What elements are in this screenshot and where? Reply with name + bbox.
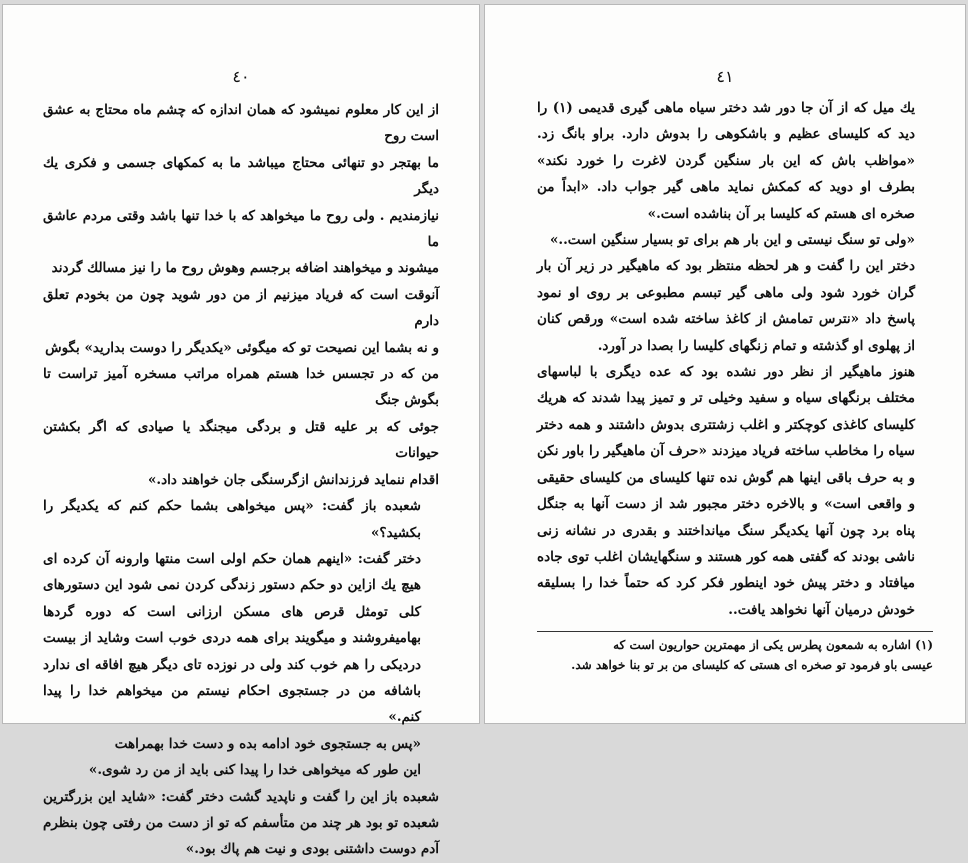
text-line: از این کار معلوم نمیشود که همان اندازه که چشم ماه محتاج به عشق است روح	[43, 102, 439, 145]
paragraph: این طور که میخواهی خدا را پیدا کنی باید از من رد شوی.»	[88, 762, 421, 779]
left-page	[2, 4, 480, 858]
paragraph: «پس به جستجوی خود ادامه بده و دست خدا بهمراهت	[114, 735, 421, 752]
text-line: و نه بشما این نصیحت تو که میگوئی «یکدیگر را دوست بدارید» بگوش	[45, 339, 439, 356]
paragraph: «ولی تو سنگ نیستی و این بار هم برای تو بسیار سنگین است..»	[549, 232, 915, 249]
text-line: اقدام ننماید فرزندانش ازگرسنگی جان خواهند داد.»	[147, 471, 439, 488]
page-number: ٤٠	[232, 67, 250, 86]
text-line: جوئی که بر علیه قتل و بردگی میجنگد یا صیادی که اگر بکشتن حیوانات	[43, 418, 439, 462]
paragraph: هنوز ماهیگیر از نظر دور نشده بود که عده دیگری با لباسهای مختلف برنگهای سیاه و سفید وخیلی تر و تمیز پیدا شدند که هریك کلیسای کاغذی کوچکتر و اغلب زشتتری بدوش داشتند و همه دختر سیاه را مخاطب ساخته فریاد میزدند «حرف آن ماهیگیر را باور نکن و به حرف باقی اینها هم گوش نده تنها کلیسای من کلیسای حقیقی و واقعی است» و بالاخره دختر مجبور شد از دست آنها به جنگل پناه برد چون آنها یکدیگر سنگ میانداختند و بقدری در نشانه زنی ناشی بودند که گفتی همه کور هستند و سنگهایشان اغلب توی جاده میافتاد و دختر پیش خود اینطور فکر کرد که حتماً خدا را بسلیقه خودش درمیان آنها نخواهد یافت..	[537, 364, 915, 618]
footnote-line: (١) اشاره به شمعون پطرس یکی از مهمترین حواریون است که	[613, 638, 933, 652]
footnote-line: عیسی باو فرمود تو صخره ای هستی که کلیسای من بر تو بنا خواهد شد.	[571, 658, 933, 672]
footnote	[537, 635, 933, 675]
page-text	[537, 95, 933, 623]
page-text	[43, 97, 439, 863]
paragraph: دختر این را گفت و هر لحظه منتظر بود که ماهیگیر در زیر آن بار گران خورد شود ولی ماهی گیر تبسم مطبوعی بر روی او نمود پاسخ داد «نترس تمامش از کاغذ ساخته شده است» ورقص کنان از پهلوی او گذشته و تمام زنگهای کلیسا را بصدا در آورد.	[537, 258, 915, 354]
paragraph: شعبده باز گفت: «پس میخواهی بشما حکم کنم که یکدیگر را بکشید؟»	[43, 498, 421, 541]
text-line: من که در تجسس خدا هستم همراه مراتب مسخره آمیز تراست تا بگوش جنگ	[43, 366, 439, 409]
text-line: ما بهتجر دو تنهائی محتاج میباشد ما به کمکهای جسمی و فکری یك دیگر	[43, 154, 439, 198]
paragraph: شعبده باز این را گفت و ناپدید گشت دختر گفت: «شاید این بزرگترین شعبده تو بود هر چند من متأسفم که تو از دست من رفتی چون بنظرم آدم دوست داشتنی بودی و نیت هم پاك بود.»	[43, 788, 439, 858]
paragraph: یك میل که از آن جا دور شد دختر سیاه ماهی گیری قدیمی (١) را دید که کلیسای عظیم و باشکوهی را بدوش دارد. براو بانگ زد. «مواظب باش که این بار سنگین گردن لاغرت را خورد نکند» بطرف او دوید که کمکش نماید ماهی گیر جواب داد. «ابداً من صخره ای هستم که کلیسا بر آن بناشده است.»	[537, 100, 915, 222]
footnote-divider	[537, 631, 933, 632]
paragraph: دختر گفت: «اینهم همان حکم اولی است منتها وارونه آن کرده ای هیچ یك ازاین دو حکم دستور زندگی کردن نمی شود این دستورهای کلی تومثل قرص های مسکن ارزانی است که دوره گردها بهامیفروشند و میگویند برای همه دردی خوب است وشاید از بیست دردیکی را هم خوب کند ولی در نوزده تای دیگر هیچ افاقه ای ندارد باشافه من در جستجوی احکام نیستم من میخواهم خدا را پیدا کنم.»	[43, 550, 421, 726]
text-line: نیازمندیم . ولی روح ما میخواهد که با خدا تنها باشد وقتی مردم عاشق ما	[43, 207, 439, 251]
right-page	[484, 4, 966, 724]
text-line: آنوقت است که فریاد میزنیم از من دور شوید چون من بخودم تعلق دارم	[43, 286, 439, 330]
page-number: ٤١	[716, 67, 734, 86]
text-line: میشوند و میخواهند اضافه برجسم وهوش روح ما را نیز مسالك گردند	[51, 260, 439, 277]
